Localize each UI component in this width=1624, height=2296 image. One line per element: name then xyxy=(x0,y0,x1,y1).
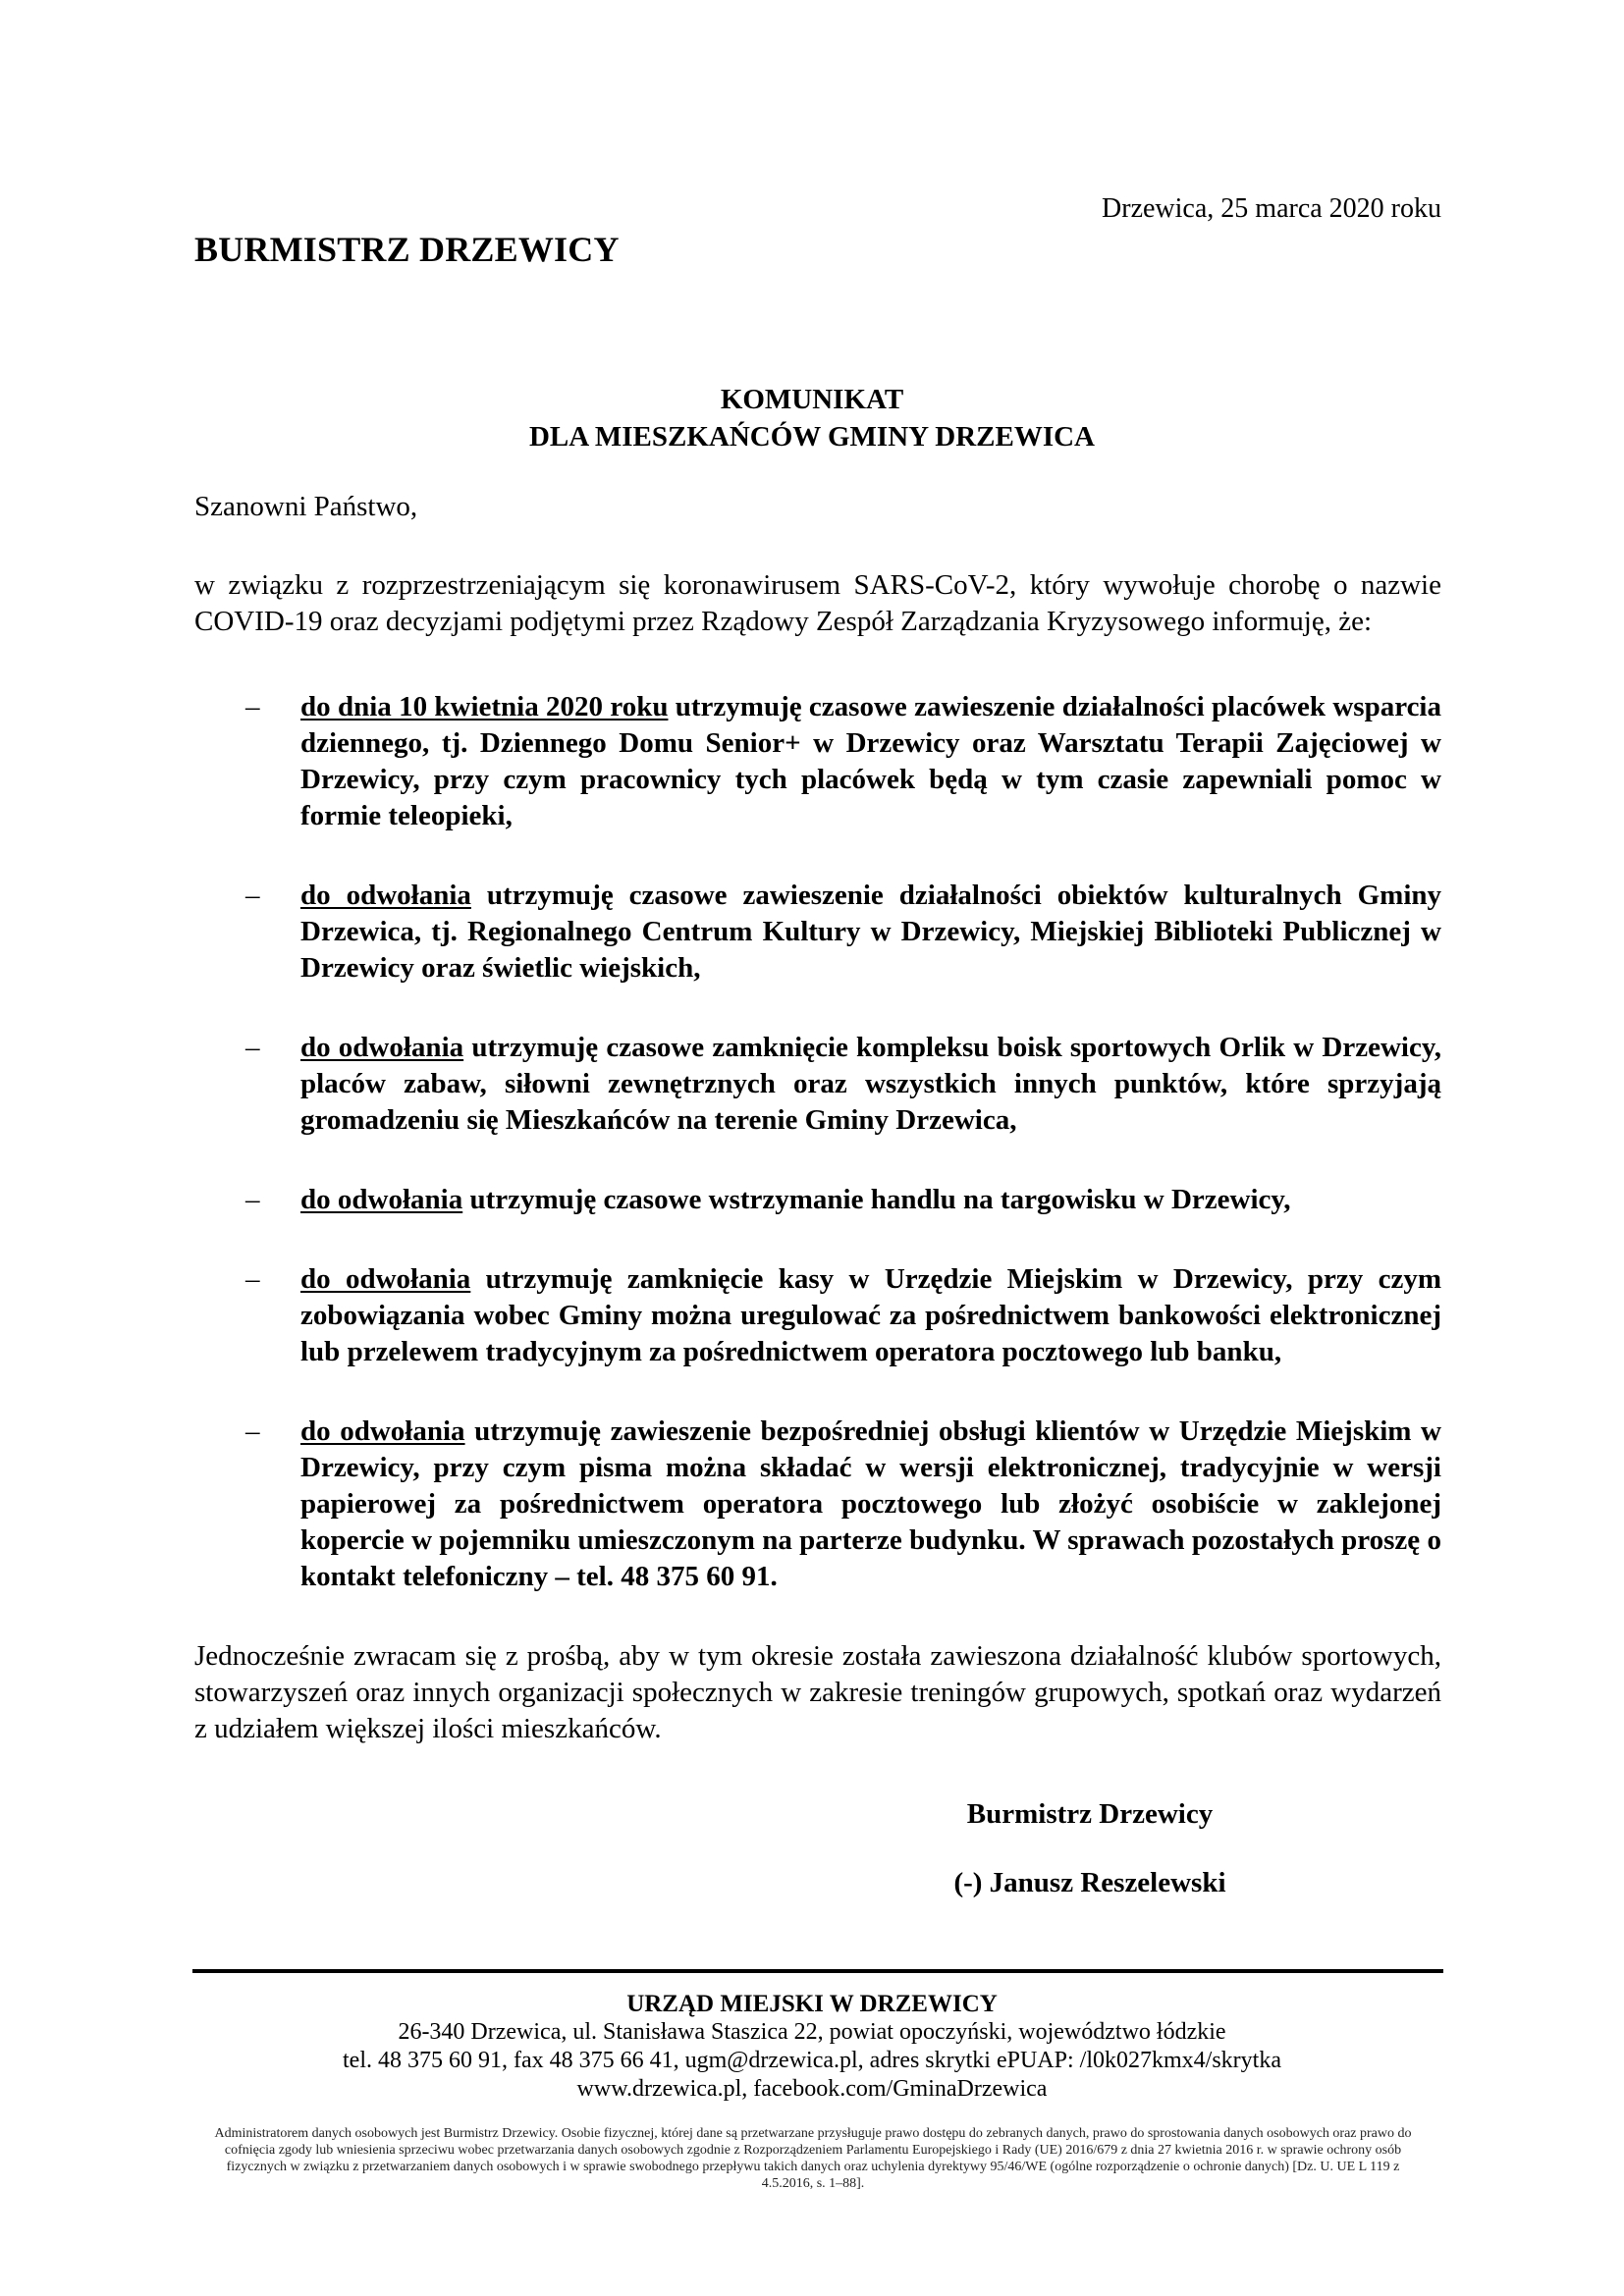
list-item xyxy=(194,689,1441,834)
document-title xyxy=(0,381,1624,455)
measure-text: utrzymuję zamknięcie kasy w Urzędzie Miejskim w Drzewicy, przy czym zobowiązania wobec Gminy można uregulować za pośrednictwem bankowości elektronicznej lub przelewem tradycyjnym za pośrednictwem operatora pocztowego lub banku, xyxy=(300,1263,1441,1367)
footer-web: www.drzewica.pl, facebook.com/GminaDrzewica xyxy=(576,2076,1048,2102)
measure-deadline: do odwołania xyxy=(300,1184,463,1215)
list-item xyxy=(194,878,1441,987)
signature-name: (-) Janusz Reszelewski xyxy=(953,1867,1226,1898)
measure-deadline: do dnia 10 kwietnia 2020 roku xyxy=(300,691,669,722)
salutation: Szanowni Państwo, xyxy=(194,491,418,522)
list-item xyxy=(194,1414,1441,1595)
intro-paragraph: w związku z rozprzestrzeniającym się koronawirusem SARS-CoV-2, który wywołuje chorobę o nazwie COVID-19 oraz decyzjami podjętymi przez Rządowy Zespół Zarządzania Kryzysowego informuję, że: xyxy=(194,569,1441,637)
measure-text: utrzymuję czasowe zawieszenie działalności placówek wsparcia dziennego, tj. Dziennego Domu Senior+ w Drzewicy oraz Warsztatu Terapii Zajęciowej w Drzewicy, przy czym pracownicy tych placówek będą w tym czasie zapewniali pomoc w formie teleopieki, xyxy=(300,691,1441,831)
title-line-1: KOMUNIKAT xyxy=(720,384,904,415)
dash-bullet: – xyxy=(245,1184,260,1215)
dash-bullet: – xyxy=(245,1032,260,1063)
dash-bullet: – xyxy=(245,1263,260,1295)
footer-contact: tel. 48 375 60 91, fax 48 375 66 41, ugm@drzewica.pl, adres skrytki ePUAP: /l0k027kmx4/skrytka xyxy=(343,2048,1281,2073)
dash-bullet: – xyxy=(245,1415,260,1447)
measure-deadline: do odwołania xyxy=(300,1032,464,1063)
measure-deadline: do odwołania xyxy=(300,880,471,911)
issuer-heading: BURMISTRZ DRZEWICY xyxy=(194,230,620,269)
measure-text: utrzymuję czasowe zawieszenie działalności obiektów kulturalnych Gminy Drzewica, tj. Regionalnego Centrum Kultury w Drzewicy, Miejskiej Biblioteki Publicznej w Drzewicy oraz świetlic wiejskich, xyxy=(300,880,1442,984)
measures-list xyxy=(194,689,1441,1595)
signature-title: Burmistrz Drzewicy xyxy=(966,1798,1214,1830)
closing-paragraph: Jednocześnie zwracam się z prośbą, aby w tym okresie została zawieszona działalność klubów sportowych, stowarzyszeń oraz innych organizacji społecznych w zakresie treningów grupowych, spotkań oraz wydarzeń z udziałem większej ilości mieszkańców. xyxy=(194,1640,1441,1744)
measure-text: utrzymuję czasowe zamknięcie kompleksu boisk sportowych Orlik w Drzewicy, placów zabaw, siłowni zewnętrznych oraz wszystkich innych punktów, które sprzyjają gromadzeniu się Mieszkańców na terenie Gminy Drzewica, xyxy=(300,1032,1442,1136)
dash-bullet: – xyxy=(245,880,260,911)
footer-divider xyxy=(192,1969,1443,1973)
list-item xyxy=(194,1182,1441,1218)
footer-address: 26-340 Drzewica, ul. Stanisława Staszica 22, powiat opoczyński, województwo łódzkie xyxy=(398,2019,1226,2045)
gdpr-notice: Administratorem danych osobowych jest Burmistrz Drzewicy. Osobie fizycznej, której dane są przetwarzane przysługuje prawo dostępu do zebranych danych, prawo do sprostowania danych osobowych oraz prawo do cofnięcia zgody lub wniesienia sprzeciwu wobec przetwarzania danych osobowych zgodnie z Rozporządzeniem Parlamentu Europejskiego i Rady (UE) 2016/679 z dnia 27 kwietnia 2016 r. w sprawie ochrony osób fizycznych w związku z przetwarzaniem danych osobowych i w sprawie swobodnego przepływu takich danych oraz uchylenia dyrektywy 95/46/WE (ogólne rozporządzenie o ochronie danych) [Dz. U. UE L 119 z 4.5.2016, s. 1–88]. xyxy=(214,2126,1412,2191)
footer-organization: URZĄD MIEJSKI W DRZEWICY xyxy=(626,1991,998,2017)
list-item xyxy=(194,1261,1441,1370)
dash-bullet: – xyxy=(245,691,260,722)
title-line-2: DLA MIESZKAŃCÓW GMINY DRZEWICA xyxy=(528,421,1096,453)
letterhead-footer xyxy=(0,1990,1624,2104)
measure-text: utrzymuję czasowe wstrzymanie handlu na targowisku w Drzewicy, xyxy=(469,1184,1291,1215)
document-date: Drzewica, 25 marca 2020 roku xyxy=(1102,193,1441,224)
measure-deadline: do odwołania xyxy=(300,1415,465,1447)
measure-deadline: do odwołania xyxy=(300,1263,471,1295)
list-item xyxy=(194,1030,1441,1139)
letter-body xyxy=(194,567,1441,1747)
measure-text: utrzymuję zawieszenie bezpośredniej obsługi klientów w Urzędzie Miejskim w Drzewicy, przy czym pisma można składać w wersji elektronicznej, tradycyjnie w wersji papierowej za pośrednictwem operatora pocztowego lub złożyć osobiście w zaklejonej kopercie w pojemniku umieszczonym na parterze budynku. W sprawach pozostałych proszę o kontakt telefoniczny – tel. 48 375 60 91. xyxy=(300,1415,1441,1592)
